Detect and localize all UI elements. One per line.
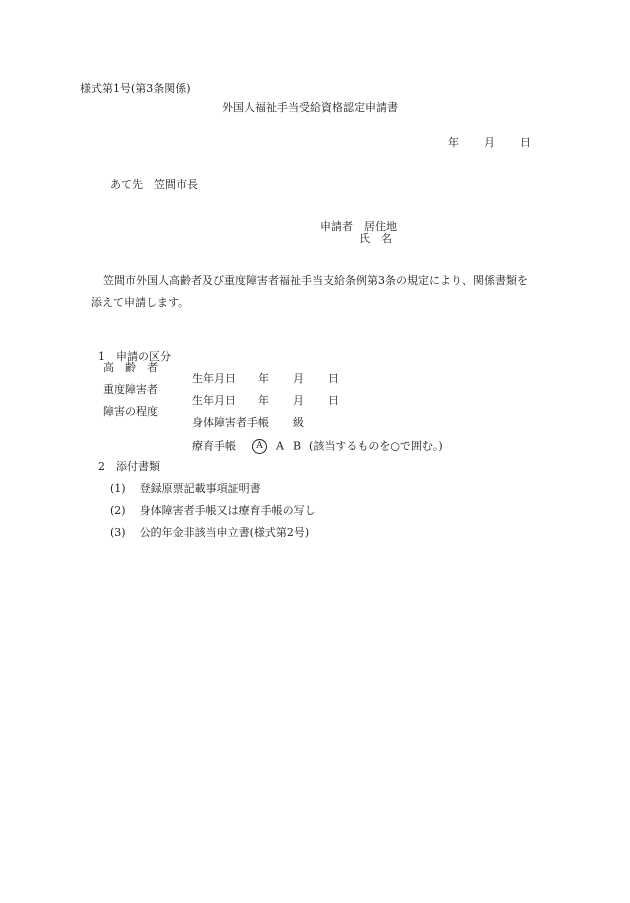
intro-line-2: 添えて申請します。 [91,296,190,309]
form-number: 様式第1号(第3条関係) [80,82,191,95]
attachment-item [103,472,261,494]
addressee-label: あて先 [110,178,143,191]
section-2-number: 2 [98,460,105,473]
applicant-address-row [313,210,397,232]
ryoiku-label: 療育手帳 [192,439,236,453]
elderly-dob-row [185,362,339,384]
date-day-label: 日 [520,136,531,149]
elderly-day: 日 [328,372,339,385]
elderly-month: 月 [293,372,304,385]
applicant-name-label: 氏 名 [359,232,392,245]
disabled-dob-row [185,384,339,406]
attachment-item-number: (1) [110,482,126,495]
degree-label: 障害の程度 [103,405,158,418]
a-option: A [276,439,284,453]
disabled-month: 月 [293,394,304,407]
elderly-year: 年 [258,372,269,385]
attachment-item-number: (3) [110,526,126,539]
date-year-label: 年 [448,136,459,149]
attachment-item-number: (2) [110,504,126,517]
addressee [103,168,198,190]
section-1-number: 1 [98,350,105,363]
circled-a-option: A [252,439,267,454]
date-month-label: 月 [484,136,495,149]
applicant-address-label: 居住地 [364,220,397,233]
disabled-day: 日 [328,394,339,407]
form-title: 外国人福祉手当受給資格認定申請書 [222,101,398,114]
section-1-title: 申請の区分 [116,350,171,363]
date-line [441,126,531,148]
ryoiku-row [185,428,443,454]
attachment-item-text: 公的年金非該当申立書(様式第2号) [139,526,310,539]
section-1-heading [91,340,171,362]
attachment-item-text: 身体障害者手帳又は療育手帳の写し [139,504,316,517]
physical-handbook-label: 身体障害者手帳 [192,416,269,429]
attachment-item [103,494,316,516]
disabled-year: 年 [258,394,269,407]
addressee-name: 笠間市長 [154,178,198,191]
section-2-heading [91,450,160,472]
attachment-item [103,516,309,538]
attachment-item-text: 登録原票記載事項証明書 [139,482,261,495]
section-2-title: 添付書類 [116,460,160,473]
ryoiku-note: (該当するものを○で囲む。) [309,439,443,453]
elderly-dob-label: 生年月日 [192,372,236,385]
elderly-label: 高 齢 者 [103,361,158,374]
b-option: B [292,439,302,453]
physical-handbook-row [185,406,304,428]
grade-label: 級 [293,416,304,429]
disabled-dob-label: 生年月日 [192,394,236,407]
intro-line-1: 笠間市外国人高齢者及び重度障害者福祉手当支給条例第3条の規定により、関係書類を [103,274,528,287]
disabled-label: 重度障害者 [103,383,158,396]
applicant-label: 申請者 [320,220,353,233]
